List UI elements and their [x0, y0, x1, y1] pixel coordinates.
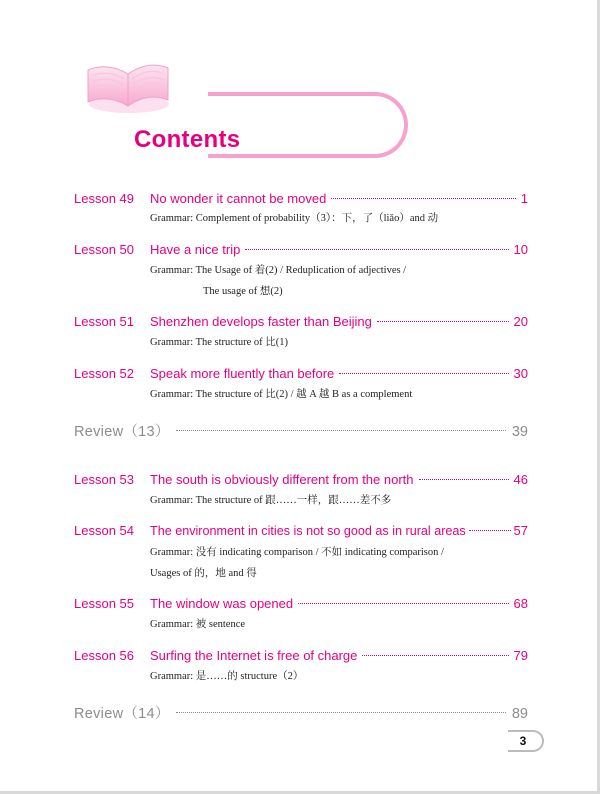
page-number: 89	[511, 706, 528, 722]
toc-entry-lesson-50[interactable]	[74, 240, 528, 260]
page-number: 39	[511, 424, 528, 440]
page-number: 46	[513, 472, 528, 487]
lesson-title: Speak more fluently than before	[150, 366, 335, 381]
lesson-title: The window was opened	[150, 596, 294, 611]
toc-entry-lesson-53[interactable]	[74, 470, 528, 490]
page-number: 57	[513, 523, 528, 538]
dot-leader	[176, 712, 506, 713]
toc-entry-lesson-49[interactable]	[74, 189, 528, 209]
lesson-number: Lesson 55	[74, 596, 134, 611]
dot-leader	[298, 603, 508, 604]
toc-entry-lesson-52[interactable]	[74, 364, 528, 384]
lesson-title: Have a nice trip	[150, 242, 241, 257]
dot-leader	[469, 530, 511, 531]
toc-entry-review-14[interactable]	[74, 703, 528, 725]
page-number-tab	[508, 730, 544, 752]
grammar-line: Grammar: The structure of 比(1)	[150, 337, 289, 348]
lesson-title: Shenzhen develops faster than Beijing	[150, 314, 372, 329]
grammar-line: Grammar: The structure of 跟……一样，跟……差不多	[150, 495, 392, 506]
toc-entry-review-13[interactable]	[74, 421, 528, 443]
lesson-title: The environment in cities is not so good as in rural areas	[150, 524, 466, 538]
grammar-line: Usages of 的，地 and 得	[150, 568, 257, 579]
toc-entry-lesson-51[interactable]	[74, 312, 528, 332]
dot-leader	[176, 430, 506, 431]
review-label: Review（13）	[74, 424, 170, 440]
footer-page-number: 3	[519, 734, 527, 748]
dot-leader	[377, 321, 509, 322]
toc-entry-lesson-55[interactable]	[74, 594, 528, 614]
dot-leader	[362, 655, 508, 656]
grammar-line: Grammar: 没有 indicating comparison / 不如 indicating comparison /	[150, 547, 444, 558]
grammar-line: Grammar: 是……的 structure（2）	[150, 671, 304, 682]
page-number: 10	[513, 242, 528, 257]
grammar-line: The usage of 想(2)	[203, 286, 283, 297]
grammar-line: Grammar: The structure of 比(2) / 越 A 越 B as a complement	[150, 389, 413, 400]
review-label: Review（14）	[74, 706, 170, 722]
page-number: 68	[513, 596, 528, 611]
lesson-number: Lesson 56	[74, 648, 134, 663]
dot-leader	[339, 373, 508, 374]
lesson-title: The south is obviously different from the north	[150, 472, 414, 487]
toc-entry-lesson-54[interactable]	[74, 521, 528, 541]
page-number: 79	[513, 648, 528, 663]
lesson-number: Lesson 52	[74, 366, 134, 381]
lesson-title: Surfing the Internet is free of charge	[150, 648, 358, 663]
grammar-line: Grammar: The Usage of 着(2) / Reduplication of adjectives /	[150, 265, 407, 276]
toc-entry-lesson-56[interactable]	[74, 646, 528, 666]
dot-leader	[331, 198, 515, 199]
lesson-number: Lesson 54	[74, 523, 134, 538]
lesson-title: No wonder it cannot be moved	[150, 191, 327, 206]
page-title: Contents	[134, 126, 241, 153]
open-book-icon	[82, 52, 172, 118]
dot-leader	[419, 479, 509, 480]
dot-leader	[245, 249, 508, 250]
lesson-number: Lesson 50	[74, 242, 134, 257]
lesson-number: Lesson 51	[74, 314, 134, 329]
page-number: 20	[513, 314, 528, 329]
page-number: 30	[513, 366, 528, 381]
grammar-line: Grammar: Complement of probability（3）：下，了（liǎo）and 动	[150, 213, 439, 224]
lesson-number: Lesson 53	[74, 472, 134, 487]
page-number: 1	[520, 191, 528, 206]
lesson-number: Lesson 49	[74, 191, 134, 206]
grammar-line: Grammar: 被 sentence	[150, 619, 246, 630]
